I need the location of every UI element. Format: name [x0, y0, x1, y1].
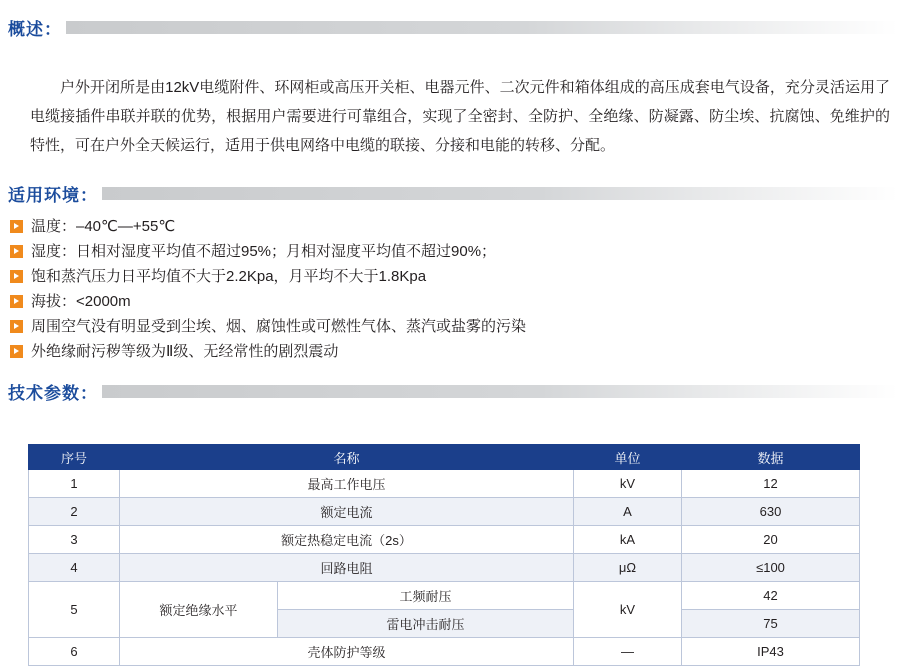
spec-table — [28, 444, 860, 666]
environment-list — [10, 214, 890, 364]
cell-no: 5 — [29, 582, 120, 638]
table-header-cell: 数据 — [682, 445, 860, 470]
cell-no: 3 — [29, 526, 120, 554]
table-header-row — [29, 445, 860, 470]
section-title-parameters: 技术参数： — [8, 383, 98, 403]
list-item — [10, 314, 890, 339]
section-heading-environment — [8, 182, 898, 204]
table-header-cell: 序号 — [29, 445, 120, 470]
arrow-right-icon — [10, 345, 23, 358]
cell-name: 工频耐压 — [278, 582, 574, 610]
cell-name: 额定热稳定电流（2s） — [120, 526, 574, 554]
list-item-label: 外绝缘耐污秽等级为Ⅱ级、无经常性的剧烈震动 — [31, 343, 339, 360]
cell-group-name: 额定绝缘水平 — [120, 582, 278, 638]
heading-gradient-bar — [102, 385, 898, 398]
arrow-right-icon — [10, 295, 23, 308]
cell-name: 壳体防护等级 — [120, 638, 574, 666]
cell-value: IP43 — [682, 638, 860, 666]
list-item-label: 周围空气没有明显受到尘埃、烟、腐蚀性或可燃性气体、蒸汽或盐雾的污染 — [31, 318, 527, 335]
cell-value: 75 — [682, 610, 860, 638]
list-item — [10, 289, 890, 314]
table-row — [29, 554, 860, 582]
cell-value: 20 — [682, 526, 860, 554]
arrow-right-icon — [10, 220, 23, 233]
section-title-environment: 适用环境： — [8, 185, 98, 205]
list-item — [10, 239, 890, 264]
table-row — [29, 582, 860, 610]
table-row — [29, 638, 860, 666]
cell-no: 6 — [29, 638, 120, 666]
list-item-label: 饱和蒸汽压力日平均值不大于2.2Kpa，月平均不大于1.8Kpa — [31, 268, 427, 285]
cell-value: ≤100 — [682, 554, 860, 582]
cell-value: 630 — [682, 498, 860, 526]
cell-value: 42 — [682, 582, 860, 610]
cell-no: 2 — [29, 498, 120, 526]
arrow-right-icon — [10, 245, 23, 258]
cell-value: 12 — [682, 470, 860, 498]
cell-unit: — — [574, 638, 682, 666]
arrow-right-icon — [10, 320, 23, 333]
cell-name: 回路电阻 — [120, 554, 574, 582]
cell-name: 最高工作电压 — [120, 470, 574, 498]
heading-gradient-bar — [102, 187, 898, 200]
cell-no: 4 — [29, 554, 120, 582]
table-row — [29, 526, 860, 554]
cell-unit: μΩ — [574, 554, 682, 582]
cell-no: 1 — [29, 470, 120, 498]
cell-unit: kV — [574, 470, 682, 498]
list-item-label: 湿度：日相对湿度平均值不超过95%；月相对湿度平均值不超过90%； — [31, 243, 497, 260]
section-heading-parameters — [8, 380, 898, 402]
cell-unit: kV — [574, 582, 682, 638]
cell-name: 雷电冲击耐压 — [278, 610, 574, 638]
list-item — [10, 214, 890, 239]
spec-table-container — [28, 444, 860, 666]
list-item — [10, 339, 890, 364]
table-header-cell: 名称 — [120, 445, 574, 470]
list-item-label: 海拔：<2000m — [31, 293, 131, 310]
list-item — [10, 264, 890, 289]
list-item-label: 温度：–40℃—+55℃ — [31, 218, 176, 235]
cell-unit: kA — [574, 526, 682, 554]
cell-name: 额定电流 — [120, 498, 574, 526]
section-title-overview: 概述： — [8, 19, 62, 39]
heading-gradient-bar — [66, 21, 898, 34]
section-heading-overview — [8, 16, 898, 38]
cell-unit: A — [574, 498, 682, 526]
overview-paragraph: 户外开闭所是由12kV电缆附件、环网柜或高压开关柜、电器元件、二次元件和箱体组成的高压成套电气设备，充分灵活运用了电缆接插件串联并联的优势，根据用户需要进行可靠组合，实现了全密封、全防护、全绝缘、防凝露、防尘埃、抗腐蚀、免维护的特性，可在户外全天候运行，适用于供电网络中电缆的联接、分接和电能的转移、分配。 — [30, 79, 890, 154]
arrow-right-icon — [10, 270, 23, 283]
table-row — [29, 498, 860, 526]
table-header-cell: 单位 — [574, 445, 682, 470]
table-row — [29, 470, 860, 498]
